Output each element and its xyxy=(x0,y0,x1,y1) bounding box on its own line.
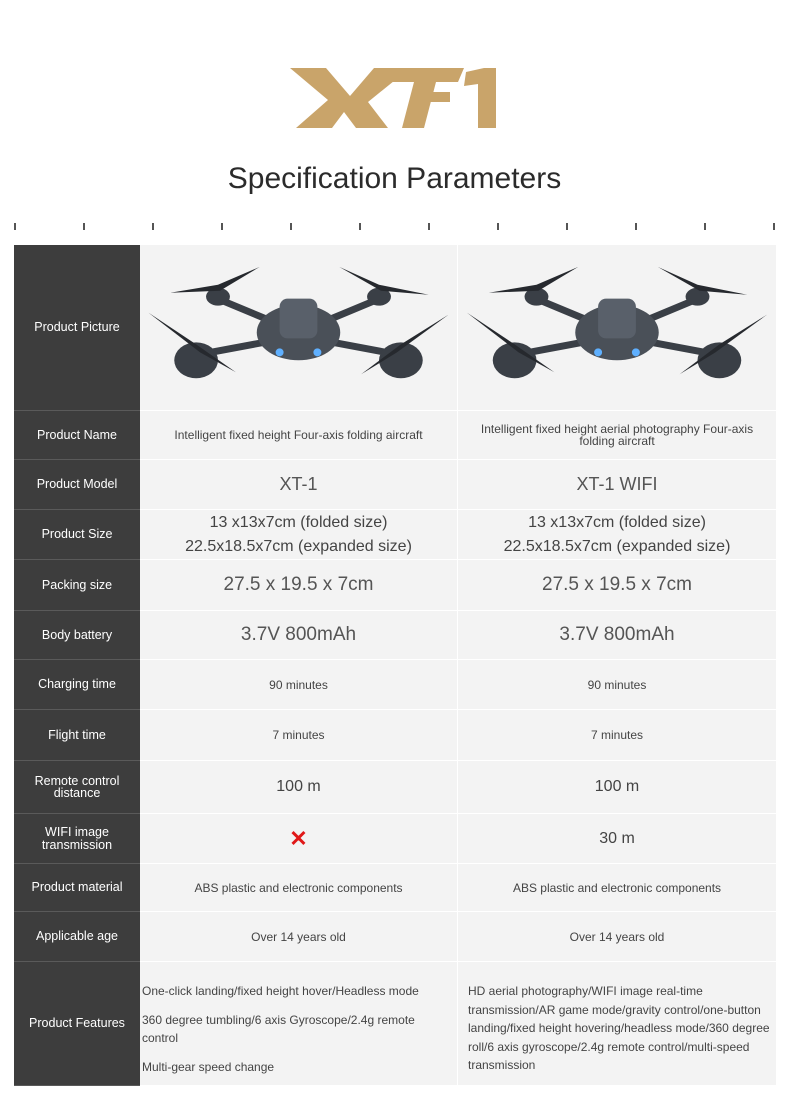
page-title: Specification Parameters xyxy=(227,162,562,195)
drone-image-xt1 xyxy=(140,245,458,411)
row-label: Product Size xyxy=(14,510,140,560)
tick-mark xyxy=(290,223,292,230)
value-xt1-wifi: ABS plastic and electronic components xyxy=(458,864,776,912)
row-product-model xyxy=(14,460,776,510)
value-xt1-wifi: 27.5 x 19.5 x 7cm xyxy=(458,560,776,611)
expanded-size: 22.5x18.5x7cm (expanded size) xyxy=(185,537,412,555)
value-xt1: ABS plastic and electronic components xyxy=(140,864,458,912)
row-remote-distance xyxy=(14,761,776,814)
row-label: Flight time xyxy=(14,710,140,761)
not-supported-icon: ✕ xyxy=(289,825,308,851)
folded-size: 13 x13x7cm (folded size) xyxy=(528,514,706,532)
value-xt1: 90 minutes xyxy=(140,660,458,710)
row-flight-time xyxy=(14,710,776,761)
row-product-size xyxy=(14,510,776,560)
value-xt1: 7 minutes xyxy=(140,710,458,761)
feature-line: 360 degree tumbling/6 axis Gyroscope/2.4g remote control xyxy=(142,1012,415,1046)
tick-mark xyxy=(497,223,499,230)
row-product-features xyxy=(14,962,776,1086)
value-xt1-wifi: 100 m xyxy=(458,761,776,814)
tick-mark xyxy=(635,223,637,230)
row-label: Applicable age xyxy=(14,912,140,962)
row-label: Product Name xyxy=(14,411,140,460)
xt1-logo-graphic xyxy=(288,66,500,130)
tick-mark xyxy=(83,223,85,230)
drone-icon xyxy=(140,245,457,410)
tick-mark xyxy=(152,223,154,230)
row-packing-size xyxy=(14,560,776,611)
row-product-picture xyxy=(14,245,776,411)
value-xt1: Over 14 years old xyxy=(140,912,458,962)
row-label: Product Features xyxy=(14,962,140,1086)
row-label: Remote control distance xyxy=(14,761,140,814)
row-label: Product material xyxy=(14,864,140,912)
row-wifi-transmission xyxy=(14,814,776,864)
value-xt1: XT-1 xyxy=(140,460,458,510)
value-xt1-wifi: 30 m xyxy=(458,814,776,864)
drone-icon xyxy=(458,245,776,410)
brand-logo xyxy=(288,66,500,130)
tick-mark xyxy=(359,223,361,230)
value-xt1-wifi: 3.7V 800mAh xyxy=(458,611,776,660)
value-xt1: 100 m xyxy=(140,761,458,814)
row-product-name xyxy=(14,411,776,460)
value-xt1: 3.7V 800mAh xyxy=(140,611,458,660)
row-product-material xyxy=(14,864,776,912)
value-xt1 xyxy=(140,962,458,1086)
value-xt1-wifi: XT-1 WIFI xyxy=(458,460,776,510)
row-label: Product Model xyxy=(14,460,140,510)
tick-mark xyxy=(221,223,223,230)
expanded-size: 22.5x18.5x7cm (expanded size) xyxy=(503,537,731,555)
value-xt1-wifi: 90 minutes xyxy=(458,660,776,710)
tick-mark xyxy=(428,223,430,230)
folded-size: 13 x13x7cm (folded size) xyxy=(209,514,388,532)
row-label: Charging time xyxy=(14,660,140,710)
tick-ruler xyxy=(14,223,776,231)
value-xt1-wifi: HD aerial photography/WIFI image real-time transmission/AR game mode/gravity control/one-button landing/fixed height hovering/headless mode/360 degree roll/6 axis gyroscope/2.4g remote control/multi-speed transmission xyxy=(458,962,776,1086)
value-xt1 xyxy=(140,510,458,560)
value-xt1: Intelligent fixed height Four-axis folding aircraft xyxy=(140,411,458,460)
row-label: Product Picture xyxy=(14,245,140,411)
value-xt1-wifi xyxy=(458,510,776,560)
value-xt1-wifi: Intelligent fixed height aerial photography Four-axis folding aircraft xyxy=(458,411,776,460)
tick-mark xyxy=(566,223,568,230)
value-xt1-wifi: Over 14 years old xyxy=(458,912,776,962)
row-label: Body battery xyxy=(14,611,140,660)
feature-line: Multi-gear speed change xyxy=(142,1059,275,1074)
tick-mark xyxy=(14,223,16,230)
tick-mark xyxy=(773,223,775,230)
value-xt1: 27.5 x 19.5 x 7cm xyxy=(140,560,458,611)
value-xt1-wifi: 7 minutes xyxy=(458,710,776,761)
row-charging-time xyxy=(14,660,776,710)
drone-image-xt1-wifi xyxy=(458,245,776,411)
value-xt1 xyxy=(140,814,458,864)
row-applicable-age xyxy=(14,912,776,962)
feature-line: One-click landing/fixed height hover/Headless mode xyxy=(142,984,419,998)
tick-mark xyxy=(704,223,706,230)
row-label: WIFI image transmission xyxy=(14,814,140,864)
row-body-battery xyxy=(14,611,776,660)
row-label: Packing size xyxy=(14,560,140,611)
